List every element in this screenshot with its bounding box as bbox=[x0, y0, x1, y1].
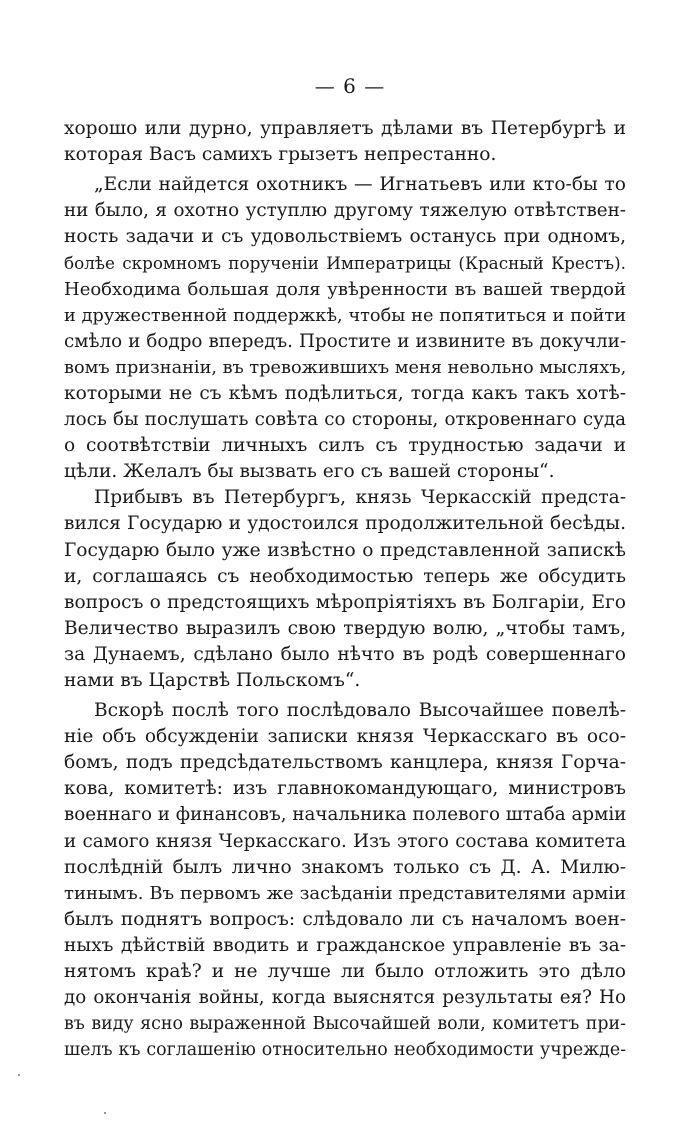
text-line: которыми не съ кѣмъ подѣлиться, тогда какъ такъ хотѣ- bbox=[64, 382, 626, 404]
text-line: Величество выразилъ свою твердую волю, „чтобы тамъ, bbox=[64, 617, 626, 639]
text-line: вопросъ о предстоящихъ мѣропріятіяхъ въ Болгаріи, Его bbox=[64, 591, 626, 613]
text-line: лось бы послушать совѣта со стороны, откровеннаго суда bbox=[64, 409, 626, 431]
scan-speck bbox=[104, 1112, 106, 1114]
text-line: болѣе скромномъ порученіи Императрицы (Красный Крестъ). bbox=[64, 253, 626, 274]
page-number: — 6 — bbox=[314, 74, 386, 98]
text-line: которая Васъ самихъ грызетъ непрестанно. bbox=[64, 144, 497, 166]
text-line: и, соглашаясь съ необходимостью теперь же обсудить bbox=[64, 565, 626, 587]
text-line: ность задачи и съ удовольствіемъ останусь при одномъ, bbox=[64, 226, 626, 248]
text-line: вился Государю и удостоился продолжительной бесѣды. bbox=[64, 513, 626, 535]
text-line: ни было, я охотно уступлю другому тяжелую отвѣтствен- bbox=[64, 200, 626, 222]
text-line: въ виду ясно выраженной Высочайшей воли, комитетъ при- bbox=[64, 1014, 626, 1035]
text-line: бомъ, подъ предсѣдательствомъ канцлера, князя Горча- bbox=[64, 752, 626, 774]
paragraph-first-line: Вскорѣ послѣ того послѣдовало Высочайшее повелѣ- bbox=[94, 700, 626, 722]
text-line: Необходима большая доля увѣренности въ вашей твердой bbox=[64, 278, 626, 300]
text-line: и самого князя Черкасскаго. Изъ этого состава комитета bbox=[64, 830, 626, 852]
text-line: и дружественной поддержкѣ, чтобы не попятиться и пойти bbox=[64, 305, 626, 326]
text-line: ныхъ дѣйствій вводить и гражданское управленіе въ за- bbox=[64, 934, 626, 956]
text-line: нами въ Царствѣ Польскомъ“. bbox=[64, 669, 361, 691]
paragraph-first-line: Прибывъ въ Петербургъ, князь Черкасскій предста- bbox=[94, 487, 626, 509]
text-line: Государю было уже извѣстно о представленной запискѣ bbox=[64, 539, 626, 561]
text-line: тинымъ. Въ первомъ же засѣданіи представителями арміи bbox=[64, 882, 626, 904]
text-line: за Дунаемъ, сдѣлано было нѣчто въ родѣ совершеннаго bbox=[64, 643, 626, 665]
text-line: ніе объ обсужденіи записки князя Черкасскаго въ осо- bbox=[64, 726, 626, 748]
scan-speck bbox=[18, 1074, 20, 1076]
text-line: вомъ признаніи, въ тревожившихъ меня невольно мысляхъ, bbox=[64, 357, 626, 378]
text-line: до окончанія войны, когда выяснятся результаты ея? Но bbox=[64, 987, 626, 1009]
text-line: хорошо или дурно, управляетъ дѣлами въ Петербургѣ и bbox=[64, 118, 626, 139]
text-line: кова, комитетѣ: изъ главнокомандующаго, министровъ bbox=[64, 778, 626, 800]
text-body bbox=[64, 116, 626, 1063]
text-line: смѣло и бодро впередъ. Простите и извините въ докучли- bbox=[64, 330, 626, 352]
text-line: о соотвѣтствіи личныхъ силъ съ трудностью задачи и bbox=[64, 435, 626, 457]
text-line: былъ поднятъ вопросъ: слѣдовало ли съ началомъ воен- bbox=[64, 908, 626, 930]
paragraph-first-line: „Если найдется охотникъ — Игнатьевъ или кто-бы то bbox=[94, 174, 626, 196]
text-line: нятомъ краѣ? и не лучше ли было отложить это дѣло bbox=[64, 961, 626, 982]
text-line: шелъ къ соглашенію относительно необходимости учрежде- bbox=[64, 1040, 626, 1061]
text-line: цѣли. Желалъ бы вызвать его съ вашей стороны“. bbox=[64, 461, 555, 483]
text-line: военнаго и финансовъ, начальника полевого штаба арміи bbox=[64, 804, 626, 826]
text-line: послѣдній былъ лично знакомъ только съ Д. А. Милю- bbox=[64, 856, 626, 878]
